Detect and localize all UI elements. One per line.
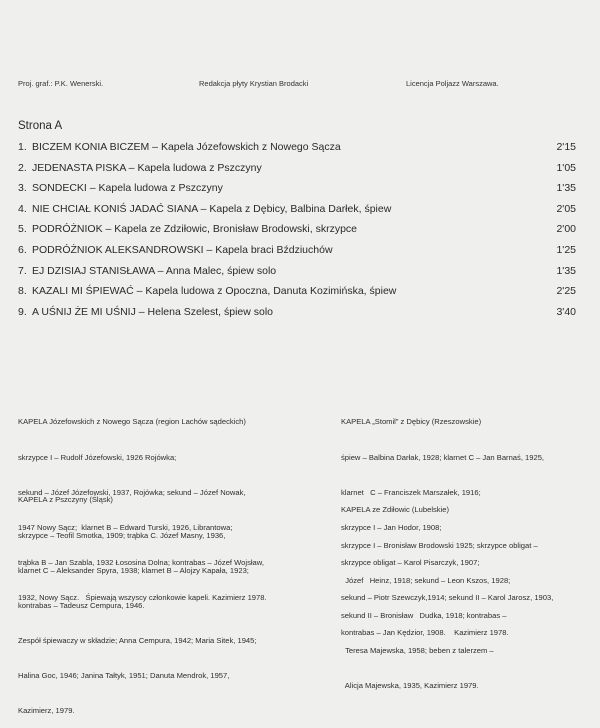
lineup-line: klarnet C – Aleksander Spyra, 1938; klarnet B – Alojzy Kapała, 1923; [18,565,249,575]
track-row [18,264,576,285]
track-duration: 2'25 [556,285,576,298]
lineup-line: trąbka B – Jan Szabla, 1932 Łososina Dolna; kontrabas – Józef Wojsław, [18,557,264,567]
lineup-line: skrzypce I – Jan Hodor, 1908; [341,522,442,532]
lineup-line: Halina Goc, 1946; Janina Tałtyk, 1951; Danuta Mendrok, 1957, [18,670,230,680]
track-row [18,222,576,243]
track-performer: – Kapela Józefowskich z Nowego Sącza [149,141,341,153]
lineup-line: sekund – Piotr Szewczyk,1914; sekund II – Karol Jarosz, 1903, [341,592,554,602]
track-row [18,243,576,264]
license-credit: Licencja Poljazz Warszawa. [406,79,499,88]
lineup-line: KAPELA „Stomil” z Dębicy (Rzeszowskie) [341,417,482,427]
track-number: 5. [18,223,27,236]
track-performer: – Kapela ludowa z Opoczna, Danuta Kozimińska, śpiew [133,285,397,298]
track-row [18,140,576,161]
track-row [18,202,576,223]
lineup-line: skrzypce I – Rudolf Józefowski, 1926 Rojówka; [18,452,177,462]
lineup-line: kontrabas – Tadeusz Cempura, 1946. [18,600,145,610]
lineup-line: klarnet C – Franciszek Marszałek, 1916; [341,487,481,497]
track-title: PODRÓŻNIOK ALEKSANDROWSKI [32,243,204,256]
track-performer: – Anna Malec, śpiew solo [154,264,277,277]
lineup-line: KAPELA Józefowskich z Nowego Sącza (region Lachów sądeckich) [18,417,246,427]
track-number: 2. [18,161,27,174]
lineup-line: 1932, Nowy Sącz. Śpiewają wszyscy członkowie kapeli. Kazimierz 1978. [18,592,267,602]
track-title: JEDENASTA PISKA [32,161,126,174]
side-title: Strona A [18,120,63,132]
track-title: A UŚNIJ ŻE MI UŚNIJ [32,305,136,318]
track-duration: 3'40 [556,305,576,318]
track-row [18,305,576,326]
track-duration: 1'25 [556,243,576,256]
track-performer: – Kapela ludowa z Pszczyny [125,161,262,174]
track-duration: 2'15 [556,141,576,153]
lineup-line: Zespół śpiewaczy w składzie; Anna Cempura, 1942; Maria Sitek, 1945; [18,635,257,645]
lineup-line: KAPELA ze Zdiłowic (Lubelskie) [341,505,450,515]
lineup-line: Alicja Majewska, 1935, Kazimierz 1979. [341,680,479,690]
track-duration: 2'05 [556,202,576,215]
track-title: NIE CHCIAŁ KONIŚ JADAĆ SIANA [32,202,198,215]
track-row [18,284,576,305]
track-performer: – Kapela ze Zdziłowic, Bronisław Brodowski, skrzypce [102,223,358,236]
production-credits [0,79,600,93]
track-number: 4. [18,202,27,215]
lineup-line: Kazimierz, 1979. [18,706,75,716]
track-title: KAZALI MI ŚPIEWAĆ [32,285,134,298]
track-performer: – Kapela ludowa z Pszczyny [86,182,223,195]
track-performer: – Kapela z Dębicy, Balbina Darłek, śpiew [197,202,392,215]
lineup-line: Teresa Majewska, 1958; beben z talerzem – [341,645,494,655]
track-duration: 2'00 [556,223,576,236]
graphic-design-credit: Proj. graf.: P.K. Wenerski. [18,79,104,88]
track-number: 9. [18,305,27,318]
track-number: 6. [18,243,27,256]
lineup-line: 1947 Nowy Sącz; klarnet B – Edward Turski, 1926, Librantowa; [18,522,233,532]
track-title: EJ DZISIAJ STANISŁAWA [32,264,155,277]
track-number: 3. [18,182,27,195]
track-performer: – Helena Szelest, śpiew solo [135,305,274,318]
lineup-line: sekund II – Bronisław Dudka, 1918; kontrabas – [341,610,507,620]
lineup-line: skrzypce I – Bronisław Brodowski 1925; skrzypce obligat – [341,540,538,550]
track-row [18,181,576,202]
track-title: BICZEM KONIA BICZEM [32,141,150,153]
lineup-line: Józef Heinz, 1918; sekund – Leon Kszos, 1928; [341,575,511,585]
track-number: 8. [18,285,27,298]
lineup-line: skrzypce – Teofil Smotka, 1909; trąbka C. Józef Masny, 1936, [18,530,226,540]
track-title: SONDECKI [32,182,87,195]
track-title: PODRÓŻNIOK [32,223,103,236]
track-row [18,161,576,182]
track-duration: 1'35 [556,264,576,277]
track-number: 1. [18,141,27,153]
lineup-line: kontrabas – Jan Kędzior, 1908. Kazimierz 1978. [341,628,509,638]
track-performer: – Kapela braci Bździuchów [203,243,333,256]
track-duration: 1'35 [556,182,576,195]
lineup-line: KAPELA z Pszczyny (Śląsk) [18,495,113,505]
lineup-line: śpiew – Balbina Darłak, 1928; klarnet C – Jan Barnaś, 1925, [341,452,545,462]
track-number: 7. [18,264,27,277]
track-duration: 1'05 [556,161,576,174]
tracklist [18,140,576,325]
editor-credit: Redakcja płyty Krystian Brodacki [199,79,309,88]
lineup-line: skrzypce obligat – Karol Pisarczyk, 1907; [341,557,480,567]
lineup-line: sekund – Józef Józefowski, 1937, Rojówka; sekund – Józef Nowak, [18,487,246,497]
lineup-kapela-zdzilowic [341,481,538,703]
